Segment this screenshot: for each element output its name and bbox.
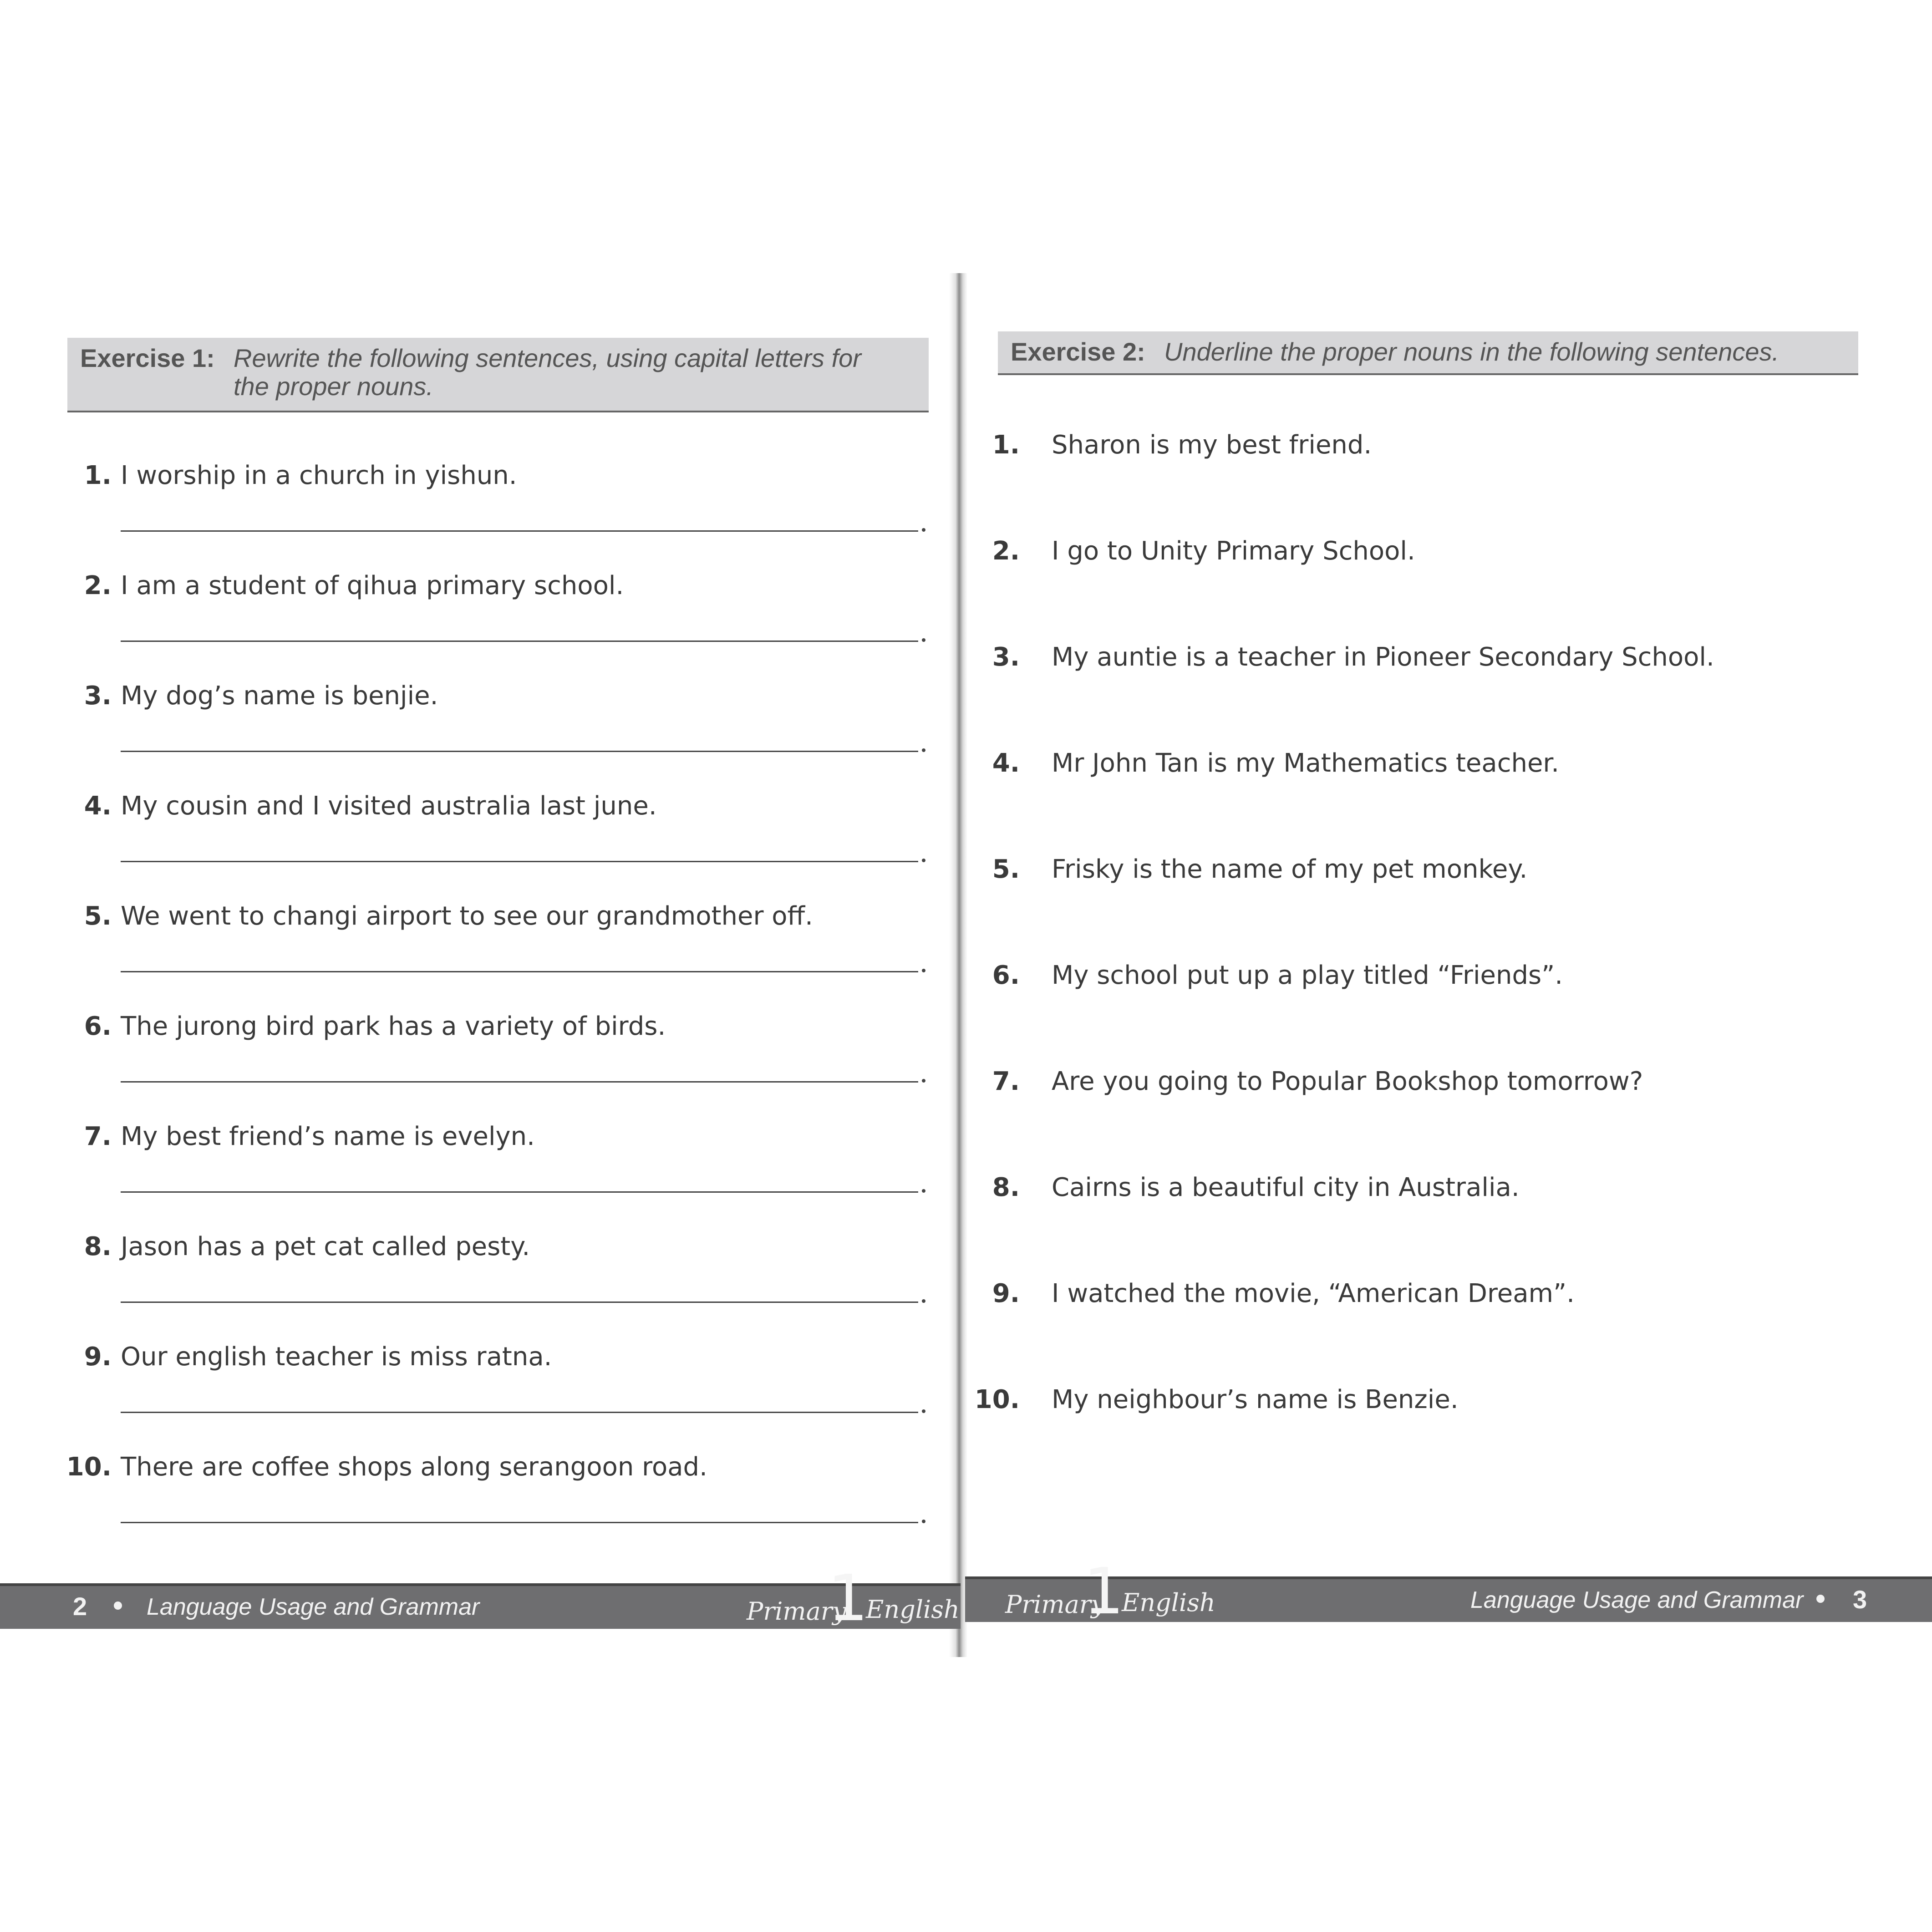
answer-period — [922, 748, 925, 752]
question-text[interactable]: I go to Unity Primary School. — [1052, 536, 1415, 566]
book-spine — [949, 273, 967, 1657]
question-text[interactable]: Are you going to Popular Bookshop tomorrow? — [1052, 1067, 1643, 1096]
answer-line[interactable] — [121, 751, 918, 752]
question-text: There are coffee shops along serangoon road. — [121, 1452, 707, 1482]
question-text[interactable]: My neighbour’s name is Benzie. — [1052, 1385, 1459, 1414]
question-number: 10. — [974, 1385, 1020, 1414]
brand-grade: 1 — [828, 1561, 869, 1636]
answer-line[interactable] — [121, 1412, 918, 1413]
exercise-1-instruction: Rewrite the following sentences, using capital letters for the proper nouns. — [234, 344, 861, 401]
right-page-footer — [965, 1555, 1932, 1629]
answer-period — [922, 1409, 925, 1413]
question-number: 7. — [992, 1067, 1020, 1096]
question-number: 1. — [84, 461, 112, 490]
brand-english: English — [866, 1595, 960, 1624]
question-number: 2. — [992, 536, 1020, 566]
question-number: 9. — [992, 1279, 1020, 1308]
question-text[interactable]: I watched the movie, “American Dream”. — [1052, 1279, 1575, 1308]
question-text: The jurong bird park has a variety of birds. — [121, 1012, 666, 1041]
answer-period — [922, 969, 925, 972]
footer-title: Language Usage and Grammar — [147, 1594, 480, 1620]
answer-line[interactable] — [121, 1081, 918, 1083]
question-number: 4. — [992, 748, 1020, 778]
question-text: My dog’s name is benjie. — [121, 681, 438, 711]
answer-line[interactable] — [121, 1302, 918, 1303]
answer-period — [922, 1079, 925, 1083]
question-number: 5. — [992, 854, 1020, 884]
footer-title: Language Usage and Grammar — [1470, 1587, 1804, 1613]
question-number: 4. — [84, 791, 112, 821]
answer-period — [922, 638, 925, 642]
question-number: 5. — [84, 901, 112, 931]
question-text: I am a student of qihua primary school. — [121, 571, 624, 600]
question-text: Our english teacher is miss ratna. — [121, 1342, 552, 1372]
question-text[interactable]: My school put up a play titled “Friends”. — [1052, 961, 1563, 990]
page-number: 3 — [1853, 1585, 1867, 1614]
answer-line[interactable] — [121, 530, 918, 532]
question-text[interactable]: Cairns is a beautiful city in Australia. — [1052, 1173, 1520, 1202]
question-number: 8. — [992, 1173, 1020, 1202]
question-number: 6. — [992, 961, 1020, 990]
answer-period — [922, 1189, 925, 1193]
question-number: 10. — [66, 1452, 112, 1482]
brand-english: English — [1122, 1588, 1215, 1617]
answer-period — [922, 1299, 925, 1303]
answer-line[interactable] — [121, 641, 918, 642]
question-text[interactable]: Sharon is my best friend. — [1052, 430, 1372, 460]
question-number: 1. — [992, 430, 1020, 460]
question-text[interactable]: My auntie is a teacher in Pioneer Secondary School. — [1052, 642, 1714, 672]
question-number: 3. — [84, 681, 112, 711]
question-number: 3. — [992, 642, 1020, 672]
answer-line[interactable] — [121, 861, 918, 862]
exercise-2-header — [998, 331, 1858, 375]
question-text: My cousin and I visited australia last june. — [121, 791, 657, 821]
question-text[interactable]: Frisky is the name of my pet monkey. — [1052, 854, 1528, 884]
question-number: 8. — [84, 1232, 112, 1261]
page-number: 2 — [73, 1592, 87, 1621]
question-number: 6. — [84, 1012, 112, 1041]
question-text: I worship in a church in yishun. — [121, 461, 517, 490]
answer-line[interactable] — [121, 1191, 918, 1193]
question-number: 7. — [84, 1122, 112, 1151]
answer-line[interactable] — [121, 971, 918, 972]
exercise-2-label: Exercise 2: — [1011, 337, 1145, 366]
question-number: 2. — [84, 571, 112, 600]
brand-primary: Primary — [1005, 1590, 1105, 1619]
exercise-1-label: Exercise 1: — [80, 344, 215, 372]
answer-period — [922, 1520, 925, 1523]
answer-period — [922, 528, 925, 532]
answer-line[interactable] — [121, 1522, 918, 1523]
footer-border — [0, 1583, 961, 1586]
question-text: We went to changi airport to see our grandmother off. — [121, 901, 813, 931]
answer-period — [922, 859, 925, 862]
question-text: My best friend’s name is evelyn. — [121, 1122, 535, 1151]
bullet-icon — [1816, 1595, 1825, 1603]
exercise-2-instruction: Underline the proper nouns in the following sentences. — [1164, 337, 1779, 366]
question-text: Jason has a pet cat called pesty. — [121, 1232, 530, 1261]
exercise-1-header — [67, 338, 929, 412]
brand-grade: 1 — [1083, 1555, 1124, 1629]
left-page-footer — [0, 1561, 961, 1636]
bullet-icon — [114, 1602, 122, 1610]
question-number: 9. — [84, 1342, 112, 1372]
brand-primary: Primary — [747, 1597, 847, 1626]
question-text[interactable]: Mr John Tan is my Mathematics teacher. — [1052, 748, 1560, 778]
